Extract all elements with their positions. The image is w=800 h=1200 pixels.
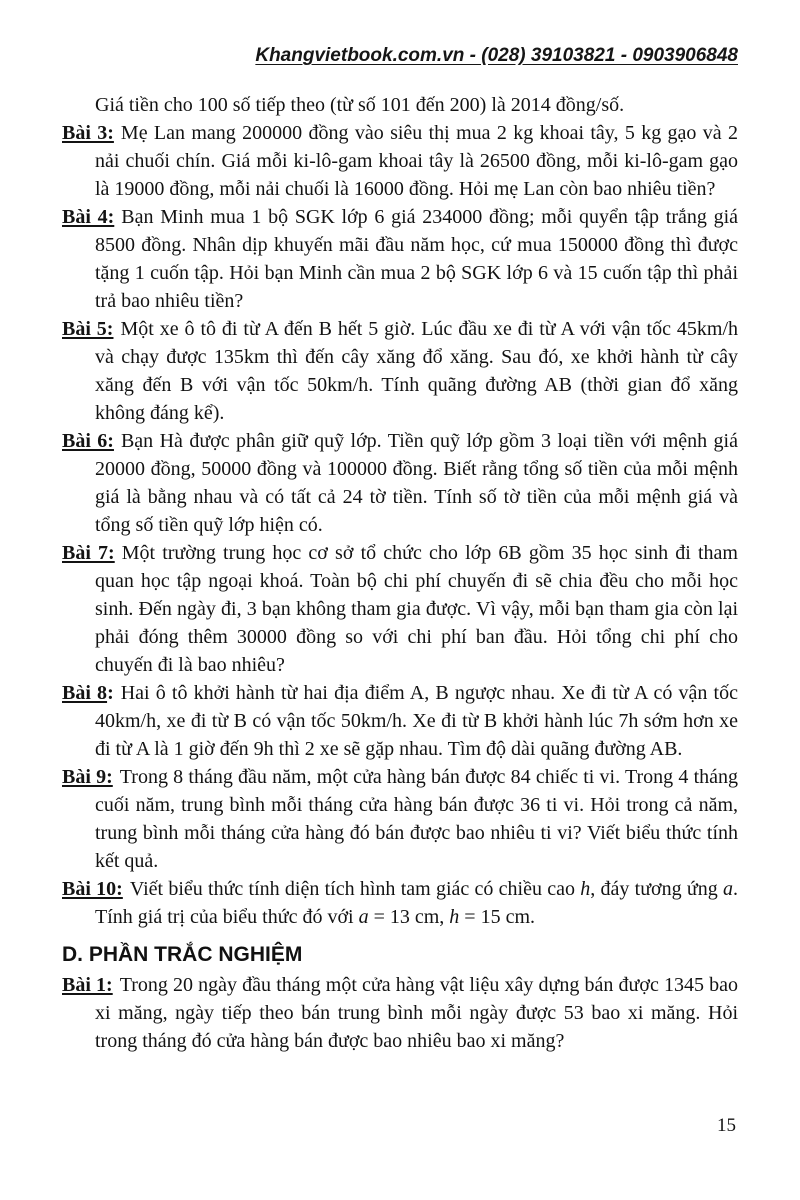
problem-label: Bài 9: [62, 766, 113, 788]
problem-list [62, 119, 738, 931]
problem-paragraph [62, 679, 738, 763]
problem-label: Bài 1: [62, 974, 113, 996]
page-body [62, 91, 738, 1055]
text-run: Mẹ Lan mang 200000 đồng vào siêu thị mua 2 kg khoai tây, 5 kg gạo và 2 nải chuối chín. Giá mỗi ki-lô-gam khoai tây là 26500 đồng, mỗi ki-lô-gam gạo là 19000 đồng, mỗi nải chuối là 16000 đồng. Hỏi mẹ Lan còn bao nhiêu tiền? [95, 122, 738, 200]
text-run: = 15 cm. [459, 906, 536, 928]
problem-label-wrap [62, 206, 114, 228]
problem-label-wrap [62, 318, 113, 340]
text-run: Một xe ô tô đi từ A đến B hết 5 giờ. Lúc đầu xe đi từ A với vận tốc 45km/h và chạy được 135km thì đến cây xăng đổ xăng. Sau đó, xe khởi hành từ cây xăng đến B với vận tốc 50km/h. Tính quãng đường AB (thời gian đổ xăng không đáng kể). [95, 318, 739, 424]
problem-text [95, 542, 738, 676]
problem-label-sep: : [107, 682, 114, 704]
problem-label: Bài 5: [62, 318, 114, 340]
section-problem-list [62, 971, 738, 1055]
problem-paragraph [62, 971, 738, 1055]
section-heading: D. PHẦN TRẮC NGHIỆM [62, 943, 303, 966]
problem-label-wrap [62, 430, 114, 452]
problem-label-wrap [62, 682, 114, 704]
math-variable: h [449, 906, 460, 928]
text-run: Viết biểu thức tính diện tích hình tam giác có chiều cao [129, 878, 581, 900]
problem-label-wrap [62, 542, 115, 564]
problem-text [95, 878, 738, 928]
problem-label: Bài 8 [62, 682, 108, 704]
problem-text [95, 206, 738, 312]
text-run: Hai ô tô khởi hành từ hai địa điểm A, B ngược nhau. Xe đi từ A có vận tốc 40km/h, xe đi từ B có vận tốc 50km/h. Xe đi từ B khởi hành lúc 7h sớm hơn xe đi từ A là 1 giờ đến 9h thì 2 xe sẽ gặp nhau. Tìm độ dài quãng đường AB. [95, 682, 738, 760]
problem-label-wrap [62, 766, 113, 788]
problem-text [95, 974, 738, 1052]
problem-label: Bài 6: [62, 430, 114, 452]
problem-label-wrap [62, 122, 114, 144]
math-variable: h [580, 878, 591, 900]
text-run: Bạn Minh mua 1 bộ SGK lớp 6 giá 234000 đồng; mỗi quyển tập trắng giá 8500 đồng. Nhân dịp khuyến mãi đầu năm học, cứ mua 150000 đồng thì được tặng 1 cuốn tập. Hỏi bạn Minh cần mua 2 bộ SGK lớp 6 và 15 cuốn tập thì phải trả bao nhiêu tiền? [95, 206, 739, 312]
problem-text [95, 318, 738, 424]
problem-label: Bài 4: [62, 206, 115, 228]
problem-paragraph [62, 203, 738, 315]
problem-paragraph [62, 315, 738, 427]
problem-paragraph [62, 763, 738, 875]
math-variable: a [723, 878, 733, 900]
intro-line: Giá tiền cho 100 số tiếp theo (từ số 101 đến 200) là 2014 đồng/số. [95, 94, 625, 116]
problem-text [95, 766, 738, 872]
problem-label: Bài 3: [62, 122, 114, 144]
text-run: = 13 cm, [368, 906, 450, 928]
problem-text [95, 430, 738, 536]
problem-text [95, 682, 738, 760]
problem-paragraph [62, 875, 738, 931]
problem-label: Bài 10: [62, 878, 123, 900]
text-run: Bạn Hà được phân giữ quỹ lớp. Tiền quỹ lớp gồm 3 loại tiền với mệnh giá 20000 đồng, 50000 đồng và 100000 đồng. Biết rằng tổng số tiền của mỗi mệnh giá là bằng nhau và có tất cả 24 tờ tiền. Tính số tờ tiền của mỗi mệnh giá và tổng số tiền quỹ lớp hiện có. [95, 430, 738, 536]
problem-paragraph [62, 539, 738, 679]
text-run: , đáy tương ứng [590, 878, 723, 900]
text-run: Trong 8 tháng đầu năm, một cửa hàng bán được 84 chiếc ti vi. Trong 4 tháng cuối năm, trung bình mỗi tháng cửa hàng bán được 36 ti vi. Hỏi trong cả năm, trung bình mỗi tháng cửa hàng đó bán được bao nhiêu ti vi? Viết biểu thức tính kết quả. [95, 766, 738, 872]
problem-label: Bài 7: [62, 542, 115, 564]
problem-label-wrap [62, 878, 123, 900]
text-run: Một trường trung học cơ sở tổ chức cho lớp 6B gồm 35 học sinh đi tham quan học tập ngoại khoá. Toàn bộ chi phí chuyến đi sẽ chia đều cho mỗi học sinh. Đến ngày đi, 3 bạn không tham gia được. Vì vậy, mỗi bạn tham gia còn lại phải đóng thêm 30000 đồng so với chi phí ban đầu. Hỏi tổng chi phí cho chuyến đi là bao nhiêu? [95, 542, 738, 676]
page-number: 15 [717, 1115, 736, 1136]
problem-paragraph [62, 427, 738, 539]
problem-paragraph [62, 119, 738, 203]
page-header: Khangvietbook.com.vn - (028) 39103821 - 0903906848 [255, 45, 738, 66]
math-variable: a [358, 906, 369, 928]
text-run: Trong 20 ngày đầu tháng một cửa hàng vật liệu xây dựng bán được 1345 bao xi măng, ngày tiếp theo bán trung bình mỗi ngày được 53 bao xi măng. Hỏi trong tháng đó cửa hàng bán được bao nhiêu bao xi măng? [95, 974, 738, 1052]
text-run: . Tính giá trị của biểu thức đó với [95, 878, 738, 928]
problem-label-wrap [62, 974, 113, 996]
problem-text [95, 122, 738, 200]
